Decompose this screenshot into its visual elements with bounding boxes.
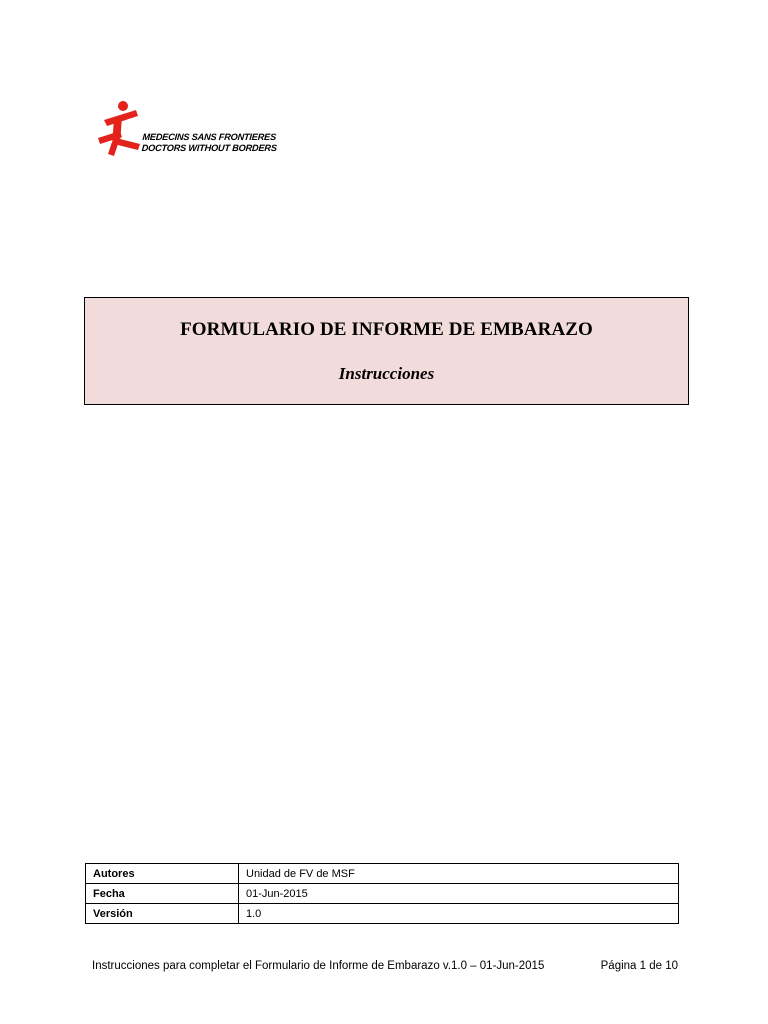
page-number: Página 1 de 10 [600, 960, 678, 972]
metadata-value: Unidad de FV de MSF [239, 864, 679, 884]
document-subtitle: Instrucciones [338, 364, 435, 383]
metadata-label: Fecha [86, 884, 239, 904]
logo-line-2: DOCTORS WITHOUT BORDERS [141, 143, 278, 153]
msf-running-figure-icon [96, 98, 146, 158]
title-box [84, 297, 689, 405]
logo-wordmark [141, 132, 278, 154]
metadata-value: 01-Jun-2015 [239, 884, 679, 904]
table-row [86, 884, 679, 904]
footer-document-reference: Instrucciones para completar el Formulario de Informe de Embarazo v.1.0 – 01-Jun-2015 [92, 960, 545, 972]
metadata-label: Autores [86, 864, 239, 884]
document-title: FORMULARIO DE INFORME DE EMBARAZO [180, 319, 593, 340]
metadata-value: 1.0 [239, 904, 679, 924]
table-row [86, 904, 679, 924]
metadata-label: Versión [86, 904, 239, 924]
msf-logo [96, 98, 296, 160]
logo-line-1: MEDECINS SANS FRONTIERES [142, 132, 277, 142]
table-row [86, 864, 679, 884]
document-metadata-table [85, 863, 679, 924]
